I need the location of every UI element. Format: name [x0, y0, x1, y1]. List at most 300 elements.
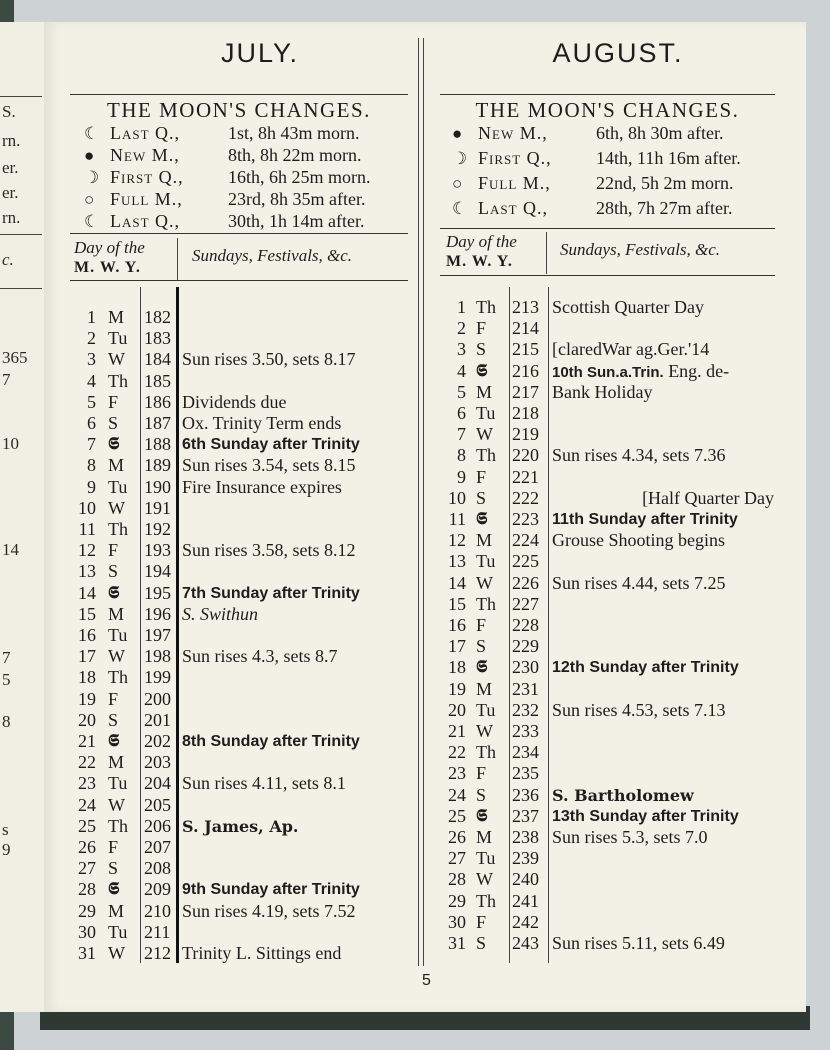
day-of-year: 219 — [512, 424, 539, 445]
festival-entry: Sun rises 3.50, sets 8.17 — [182, 349, 356, 370]
festival-entry: Fire Insurance expires — [182, 476, 342, 497]
festival-entry: S. Bartholomew — [552, 785, 694, 805]
day-of-month: 17 — [448, 636, 466, 657]
day-of-year: 234 — [512, 742, 539, 763]
festival-entry: 13th Sunday after Trinity — [552, 807, 739, 825]
day-of-year: 235 — [512, 763, 539, 784]
day-of-month: 24 — [448, 784, 466, 805]
calendar-day-row — [440, 700, 780, 721]
weekday: F — [476, 318, 487, 339]
day-of-month: 10 — [78, 497, 96, 518]
calendar-day-row — [70, 816, 410, 837]
day-of-month: 4 — [87, 370, 96, 391]
day-of-year: 213 — [512, 297, 539, 317]
weekday: Th — [476, 890, 496, 911]
day-of-month: 11 — [448, 509, 466, 529]
calendar-day-row — [440, 615, 780, 636]
moon-phase-icon: ☾ — [84, 211, 100, 231]
day-of-year: 237 — [512, 805, 539, 826]
day-of-year: 225 — [512, 551, 539, 572]
weekday: Tu — [476, 848, 496, 869]
weekday: Th — [108, 519, 128, 539]
day-of-year: 221 — [512, 466, 539, 487]
festival-entry: Bank Holiday — [552, 381, 653, 402]
day-of-month: 5 — [87, 391, 96, 412]
weekday: 𝕾 — [108, 582, 120, 603]
day-of-year: 212 — [144, 943, 171, 963]
day-of-year: 197 — [144, 625, 171, 645]
moon-phase-name: Full M., — [478, 173, 551, 193]
moon-change-row — [84, 145, 362, 166]
weekday: W — [108, 943, 125, 963]
moon-change-row — [452, 198, 732, 219]
day-of-month: 22 — [448, 742, 466, 763]
calendar-day-row — [440, 467, 780, 488]
moon-change-row — [84, 123, 360, 144]
calendar-day-row — [70, 625, 410, 646]
day-of-year: 239 — [512, 848, 539, 869]
weekday: S — [108, 413, 119, 433]
day-of-year: 196 — [144, 603, 171, 624]
day-of-month: 29 — [78, 900, 96, 921]
moon-phase-name: New M., — [478, 123, 548, 143]
day-of-month: 26 — [448, 827, 466, 847]
day-of-year: 199 — [144, 667, 171, 688]
day-of-month: 31 — [448, 933, 466, 953]
day-of-year: 202 — [144, 731, 171, 751]
mwy-label: M. W. Y. — [446, 253, 513, 270]
weekday: Th — [476, 742, 496, 763]
festival-entry: Sun rises 4.34, sets 7.36 — [552, 445, 726, 466]
calendar-day-row — [440, 721, 780, 742]
weekday: S — [108, 709, 119, 730]
day-of-month: 18 — [78, 667, 96, 688]
weekday: 𝕾 — [476, 509, 488, 529]
weekday: M — [476, 530, 493, 551]
day-of-year: 200 — [144, 688, 171, 709]
day-of-year: 242 — [512, 911, 539, 932]
moon-phase-time: 6th, 8h 30m after. — [596, 123, 724, 143]
header-rule — [70, 233, 408, 234]
day-of-year: 204 — [144, 773, 171, 794]
day-of-month: 5 — [457, 381, 466, 402]
previous-page-edge — [0, 22, 45, 1012]
day-of-month: 4 — [457, 360, 466, 381]
day-of-month: 29 — [448, 890, 466, 911]
calendar-day-row — [70, 413, 410, 434]
day-of-year: 205 — [144, 794, 171, 815]
moon-changes-title: THE MOON'S CHANGES. — [107, 98, 371, 122]
moon-phase-time: 14th, 11h 16m after. — [596, 148, 741, 168]
festival-entry: Sun rises 4.53, sets 7.13 — [552, 699, 726, 720]
day-of-year: 206 — [144, 815, 171, 836]
day-of-year: 232 — [512, 699, 539, 720]
weekday: F — [108, 540, 119, 561]
moon-phase-name: First Q., — [478, 148, 552, 168]
moon-phase-icon: ☾ — [452, 198, 468, 218]
prev-page-fragment: S. — [2, 102, 16, 121]
day-of-month: 24 — [78, 794, 96, 815]
weekday: Th — [108, 370, 128, 391]
day-of-month: 15 — [78, 603, 96, 624]
weekday: S — [476, 487, 487, 508]
day-of-year: 215 — [512, 339, 539, 360]
weekday: F — [476, 466, 487, 487]
day-of-month: 12 — [78, 540, 96, 561]
weekday: F — [108, 688, 119, 709]
day-of-year: 220 — [512, 445, 539, 466]
prev-page-fragment: er. — [2, 158, 19, 177]
weekday: F — [476, 763, 487, 784]
day-of-year: 195 — [144, 582, 171, 603]
day-of-month: 6 — [457, 403, 466, 423]
day-of-month: 10 — [448, 487, 466, 508]
weekday: Tu — [476, 699, 496, 720]
moon-phase-icon: ● — [452, 123, 463, 143]
moon-phase-icon: ● — [84, 145, 95, 165]
moon-phase-time: 30th, 1h 14m after. — [228, 211, 365, 231]
calendar-day-row — [70, 646, 410, 667]
prev-page-fragment: 10 — [2, 434, 19, 453]
weekday: 𝕾 — [476, 657, 488, 678]
day-of-month: 26 — [78, 837, 96, 857]
weekday: Th — [476, 445, 496, 466]
day-of-month: 7 — [457, 424, 466, 445]
calendar-day-row — [70, 837, 410, 858]
festival-entry: Trinity L. Sittings end — [182, 943, 342, 963]
festival-entry: [claredWar ag.Ger.'14 — [552, 339, 710, 360]
day-of-year: 230 — [512, 657, 539, 678]
day-of-month: 27 — [448, 848, 466, 869]
day-of-year: 227 — [512, 593, 539, 614]
calendar-day-row — [70, 901, 410, 922]
moon-phase-icon: ☾ — [84, 123, 100, 143]
moon-change-row — [84, 167, 371, 188]
day-of-year: 186 — [144, 391, 171, 412]
prev-page-fragment: s — [2, 820, 9, 839]
day-of-year: 192 — [144, 519, 171, 539]
festival-entry: Sun rises 4.11, sets 8.1 — [182, 773, 346, 794]
prev-page-fragment: 9 — [2, 840, 11, 859]
moon-phase-time: 16th, 6h 25m morn. — [228, 167, 371, 187]
day-of-year: 243 — [512, 933, 539, 953]
moon-change-row — [84, 211, 364, 232]
calendar-day-row — [70, 434, 410, 455]
weekday: F — [476, 911, 487, 932]
calendar-day-row — [440, 827, 780, 848]
calendar-day-row — [440, 509, 780, 530]
calendar-day-row — [440, 933, 780, 954]
festival-entry: 11th Sunday after Trinity — [552, 511, 738, 528]
prev-page-rule — [0, 288, 42, 289]
day-of-month: 17 — [78, 646, 96, 667]
weekday: S — [476, 784, 487, 805]
day-of-year: 191 — [144, 497, 171, 518]
day-of-month: 31 — [78, 943, 96, 963]
prev-page-rule — [0, 96, 42, 97]
day-of-year: 188 — [144, 434, 171, 455]
header-rule — [70, 280, 408, 281]
weekday: S — [108, 561, 119, 582]
moon-phase-name: Last Q., — [110, 211, 181, 231]
calendar-day-row — [440, 382, 780, 403]
weekday: M — [108, 603, 125, 624]
festival-entry: S. James, Ap. — [182, 816, 299, 836]
prev-page-fragment: er. — [2, 183, 19, 202]
festival-entry: Sun rises 5.11, sets 6.49 — [552, 933, 725, 953]
sundays-festivals-header: Sundays, Festivals, &c. — [560, 240, 721, 259]
calendar-day-row — [440, 742, 780, 763]
weekday: Tu — [108, 625, 128, 645]
calendar-day-row — [70, 879, 410, 900]
day-of-month: 23 — [448, 763, 466, 784]
day-of-month: 16 — [448, 615, 466, 635]
moon-change-row — [84, 189, 365, 210]
day-of-year: 209 — [144, 879, 171, 900]
weekday: F — [108, 391, 119, 412]
calendar-day-row — [70, 583, 410, 604]
festival-entry: Sun rises 4.44, sets 7.25 — [552, 572, 726, 593]
prev-page-fragment: 14 — [2, 540, 19, 559]
day-of-month: 13 — [448, 551, 466, 572]
calendar-day-row — [70, 667, 410, 688]
weekday: 𝕾 — [108, 731, 120, 751]
weekday: S — [476, 933, 487, 953]
day-of-month: 8 — [457, 445, 466, 466]
weekday: Tu — [476, 403, 496, 423]
day-of-month: 9 — [87, 476, 96, 497]
day-of-month: 13 — [78, 561, 96, 582]
day-of-month: 21 — [448, 721, 466, 741]
calendar-day-row — [70, 752, 410, 773]
weekday: Tu — [108, 328, 128, 349]
calendar-day-row — [440, 869, 780, 890]
day-of-year: 211 — [144, 921, 171, 942]
weekday: 𝕾 — [108, 434, 120, 455]
prev-page-fragment: c. — [2, 250, 14, 269]
day-of-month: 28 — [448, 869, 466, 890]
festival-entry: 9th Sunday after Trinity — [182, 881, 360, 899]
day-of-month: 28 — [78, 879, 96, 900]
weekday: W — [476, 424, 493, 445]
header-divider — [177, 238, 178, 280]
moon-phase-name: New M., — [110, 145, 180, 165]
day-of-month: 21 — [78, 731, 96, 751]
day-of-month: 15 — [448, 593, 466, 614]
moon-phase-icon: ☽ — [84, 167, 100, 187]
prev-page-fragment: 8 — [2, 712, 11, 731]
day-of-header — [446, 232, 517, 271]
prev-page-fragment: rn. — [2, 131, 21, 150]
day-of-month: 22 — [78, 752, 96, 773]
day-of-year: 208 — [144, 858, 171, 879]
moon-phase-time: 8th, 8h 22m morn. — [228, 145, 362, 165]
day-of-month: 25 — [448, 805, 466, 826]
weekday: M — [476, 381, 493, 402]
day-of-month: 7 — [87, 434, 96, 455]
calendar-day-row — [440, 339, 780, 360]
day-of-header — [74, 238, 145, 277]
calendar-day-row — [440, 594, 780, 615]
day-of-month: 20 — [448, 699, 466, 720]
moon-phase-name: First Q., — [110, 167, 184, 187]
prev-page-fragment: 5 — [2, 670, 11, 689]
header-rule — [440, 94, 775, 95]
calendar-day-row — [440, 297, 780, 318]
weekday: M — [476, 827, 493, 847]
weekday: M — [108, 752, 125, 773]
weekday: M — [108, 900, 125, 921]
day-of-month: 11 — [78, 519, 96, 539]
day-of-year: 222 — [512, 487, 539, 508]
day-of-month: 25 — [78, 815, 96, 836]
weekday: Th — [108, 667, 128, 688]
day-of-month: 2 — [87, 328, 96, 349]
festival-entry: Sun rises 4.19, sets 7.52 — [182, 900, 356, 921]
festival-entry: S. Swithun — [182, 603, 259, 624]
calendar-day-row — [70, 371, 410, 392]
calendar-day-row — [440, 763, 780, 784]
month-title-july: JULY. — [220, 38, 300, 68]
festival-entry: Scottish Quarter Day — [552, 297, 704, 317]
weekday: M — [108, 455, 125, 476]
day-of-year: 241 — [512, 890, 539, 911]
day-of-year: 228 — [512, 615, 539, 635]
day-of-year: 189 — [144, 455, 171, 476]
day-of-year: 187 — [144, 413, 171, 433]
day-of-year: 238 — [512, 827, 539, 847]
day-of-year: 190 — [144, 476, 171, 497]
calendar-day-row — [440, 488, 780, 509]
moon-change-row — [452, 148, 741, 169]
day-of-month: 9 — [457, 466, 466, 487]
weekday: W — [476, 721, 493, 741]
day-of-year: 226 — [512, 572, 539, 593]
calendar-day-row — [440, 912, 780, 933]
moon-phase-time: 23rd, 8h 35m after. — [228, 189, 366, 209]
calendar-day-row — [70, 349, 410, 370]
calendar-day-row — [440, 848, 780, 869]
festival-entry: 7th Sunday after Trinity — [182, 584, 360, 602]
prev-page-fragment: rn. — [2, 208, 21, 227]
calendar-day-row — [70, 561, 410, 582]
day-of-month: 12 — [448, 530, 466, 551]
header-divider — [546, 232, 547, 274]
festival-entry: 8th Sunday after Trinity — [182, 733, 360, 750]
day-of-month: 3 — [457, 339, 466, 360]
moon-change-row — [452, 173, 734, 194]
calendar-day-row — [70, 922, 410, 943]
weekday: W — [476, 572, 493, 593]
moon-phase-icon: ☽ — [452, 148, 468, 168]
weekday: Tu — [476, 551, 496, 572]
prev-page-fragment: 7 — [2, 648, 11, 667]
weekday: W — [476, 869, 493, 890]
calendar-day-row — [440, 445, 780, 466]
calendar-day-row — [440, 891, 780, 912]
day-of-month: 6 — [87, 413, 96, 433]
moon-phase-time: 22nd, 5h 2m morn. — [596, 173, 734, 193]
calendar-day-row — [70, 328, 410, 349]
festival-entry: Sun rises 3.54, sets 8.15 — [182, 455, 356, 476]
calendar-day-row — [70, 455, 410, 476]
day-of-month: 19 — [78, 688, 96, 709]
calendar-day-row — [70, 773, 410, 794]
day-of-month: 14 — [448, 572, 466, 593]
day-of-month: 1 — [87, 307, 96, 327]
calendar-day-row — [70, 943, 410, 964]
moon-changes-title: THE MOON'S CHANGES. — [475, 98, 740, 122]
festival-entry: Sun rises 3.58, sets 8.12 — [182, 540, 356, 561]
day-of-year: 183 — [144, 328, 171, 349]
day-of-month: 23 — [78, 773, 96, 794]
month-title-august: AUGUST. — [552, 38, 684, 68]
moon-phase-icon: ○ — [452, 173, 463, 193]
day-of-label: Day of the — [446, 232, 517, 251]
weekday: 𝕾 — [108, 879, 120, 900]
weekday: M — [108, 307, 125, 327]
day-of-label: Day of the — [74, 238, 145, 257]
weekday: F — [476, 615, 487, 635]
calendar-day-row — [440, 551, 780, 572]
moon-phase-time: 28th, 7h 27m after. — [596, 198, 733, 218]
festival-entry: 6th Sunday after Trinity — [182, 436, 360, 454]
festival-entry: Ox. Trinity Term ends — [182, 413, 342, 433]
calendar-day-row — [70, 795, 410, 816]
calendar-day-row — [70, 858, 410, 879]
weekday: S — [476, 339, 487, 360]
calendar-day-row — [440, 424, 780, 445]
day-of-year: 203 — [144, 752, 171, 773]
calendar-day-row — [70, 604, 410, 625]
day-of-year: 240 — [512, 869, 539, 890]
calendar-day-row — [440, 785, 780, 806]
header-rule — [440, 275, 775, 276]
weekday: S — [476, 636, 487, 657]
calendar-day-row — [70, 307, 410, 328]
festival-entry-bold-part: 10th Sun.a.Trin. — [552, 363, 664, 381]
festival-entry: Sun rises 5.3, sets 7.0 — [552, 827, 708, 847]
day-of-year: 201 — [144, 709, 171, 730]
festival-entry: [Half Quarter Day — [642, 487, 774, 508]
day-of-month: 30 — [448, 911, 466, 932]
page-number: 5 — [422, 972, 431, 989]
weekday: M — [476, 678, 493, 699]
day-of-month: 8 — [87, 455, 96, 476]
header-rule — [440, 228, 775, 229]
day-of-month: 30 — [78, 921, 96, 942]
moon-change-row — [452, 123, 723, 144]
moon-phase-time: 1st, 8h 43m morn. — [228, 123, 360, 143]
mwy-label: M. W. Y. — [74, 259, 141, 276]
weekday: Th — [476, 593, 496, 614]
weekday: Tu — [108, 476, 128, 497]
day-of-month: 2 — [457, 318, 466, 339]
festival-entry: Dividends due — [182, 391, 287, 412]
moon-phase-name: Last Q., — [478, 198, 549, 218]
day-of-year: 198 — [144, 646, 171, 667]
day-of-year: 233 — [512, 721, 539, 741]
weekday: W — [108, 794, 125, 815]
day-of-year: 223 — [512, 509, 539, 529]
calendar-day-row — [70, 498, 410, 519]
festival-entry: Sun rises 4.3, sets 8.7 — [182, 646, 338, 667]
day-of-year: 224 — [512, 530, 539, 551]
calendar-day-row — [440, 679, 780, 700]
weekday: 𝕾 — [476, 805, 488, 826]
calendar-day-row — [70, 477, 410, 498]
weekday: W — [108, 497, 125, 518]
